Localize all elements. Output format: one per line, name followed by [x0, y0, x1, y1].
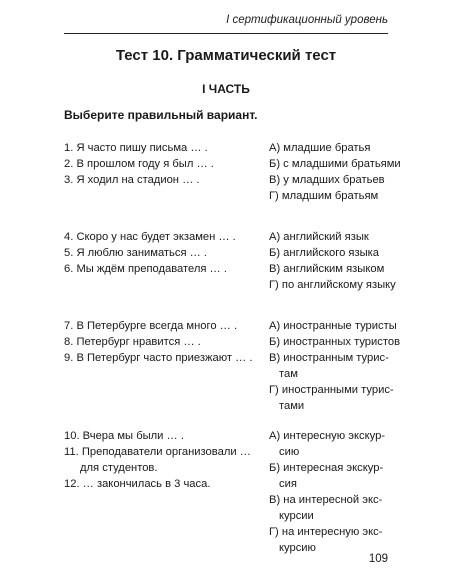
- answer-option-b: Б) иностранных туристов: [269, 336, 401, 348]
- answer-option-c: В) английским языком: [269, 263, 385, 275]
- answer-option-c-continued: курсии: [279, 510, 314, 522]
- answer-option-c: В) у младших братьев: [269, 174, 385, 186]
- answer-option-a: А) интересную экскур-: [269, 430, 386, 442]
- answer-option-d: Г) младшим братьям: [269, 190, 379, 202]
- question-7: 7. В Петербурге всегда много … .: [64, 320, 238, 332]
- question-6: 6. Мы ждём преподавателя … .: [64, 263, 227, 275]
- answer-option-c: В) иностранным турис-: [269, 352, 389, 364]
- answer-option-a: А) иностранные туристы: [269, 320, 397, 332]
- page-number: 109: [368, 553, 388, 565]
- question-11-continued: для студентов.: [80, 462, 158, 474]
- question-8: 8. Петербург нравится … .: [64, 336, 201, 348]
- page-title: Тест 10. Грамматический тест: [115, 47, 337, 64]
- instruction: Выберите правильный вариант.: [64, 108, 258, 122]
- question-5: 5. Я люблю заниматься … .: [64, 247, 208, 259]
- question-12: 12. … закончилась в 3 часа.: [64, 478, 211, 490]
- answer-option-d: Г) иностранными турис-: [269, 384, 394, 396]
- answer-option-d: Г) по английскому языку: [269, 279, 396, 291]
- answer-option-a: А) младшие братья: [269, 142, 371, 154]
- answer-option-a: А) английский язык: [269, 231, 369, 243]
- answer-option-d-continued: курсию: [279, 542, 316, 554]
- question-10: 10. Вчера мы были … .: [64, 430, 184, 442]
- question-1: 1. Я часто пишу письма … .: [64, 142, 208, 154]
- answer-option-a-continued: сию: [279, 446, 300, 458]
- answer-option-d: Г) на интересную экс-: [269, 526, 383, 538]
- answer-option-b: Б) интересная экскур-: [269, 462, 384, 474]
- question-11: 11. Преподаватели организовали …: [64, 446, 251, 458]
- running-head: I сертификационный уровень: [226, 14, 388, 26]
- answer-option-c: В) на интересной экс-: [269, 494, 383, 506]
- answer-option-b-continued: сия: [279, 478, 297, 490]
- answer-option-d-continued: тами: [279, 400, 305, 412]
- header-rule: [64, 33, 388, 34]
- answer-option-b: Б) с младшими братьями: [269, 158, 401, 170]
- question-4: 4. Скоро у нас будет экзамен … .: [64, 231, 236, 243]
- question-3: 3. Я ходил на стадион … .: [64, 174, 200, 186]
- question-9: 9. В Петербург часто приезжают … .: [64, 352, 253, 364]
- answer-option-c-continued: там: [279, 368, 298, 380]
- part-heading: I ЧАСТЬ: [202, 82, 250, 96]
- answer-option-b: Б) английского языка: [269, 247, 380, 259]
- question-2: 2. В прошлом году я был … .: [64, 158, 214, 170]
